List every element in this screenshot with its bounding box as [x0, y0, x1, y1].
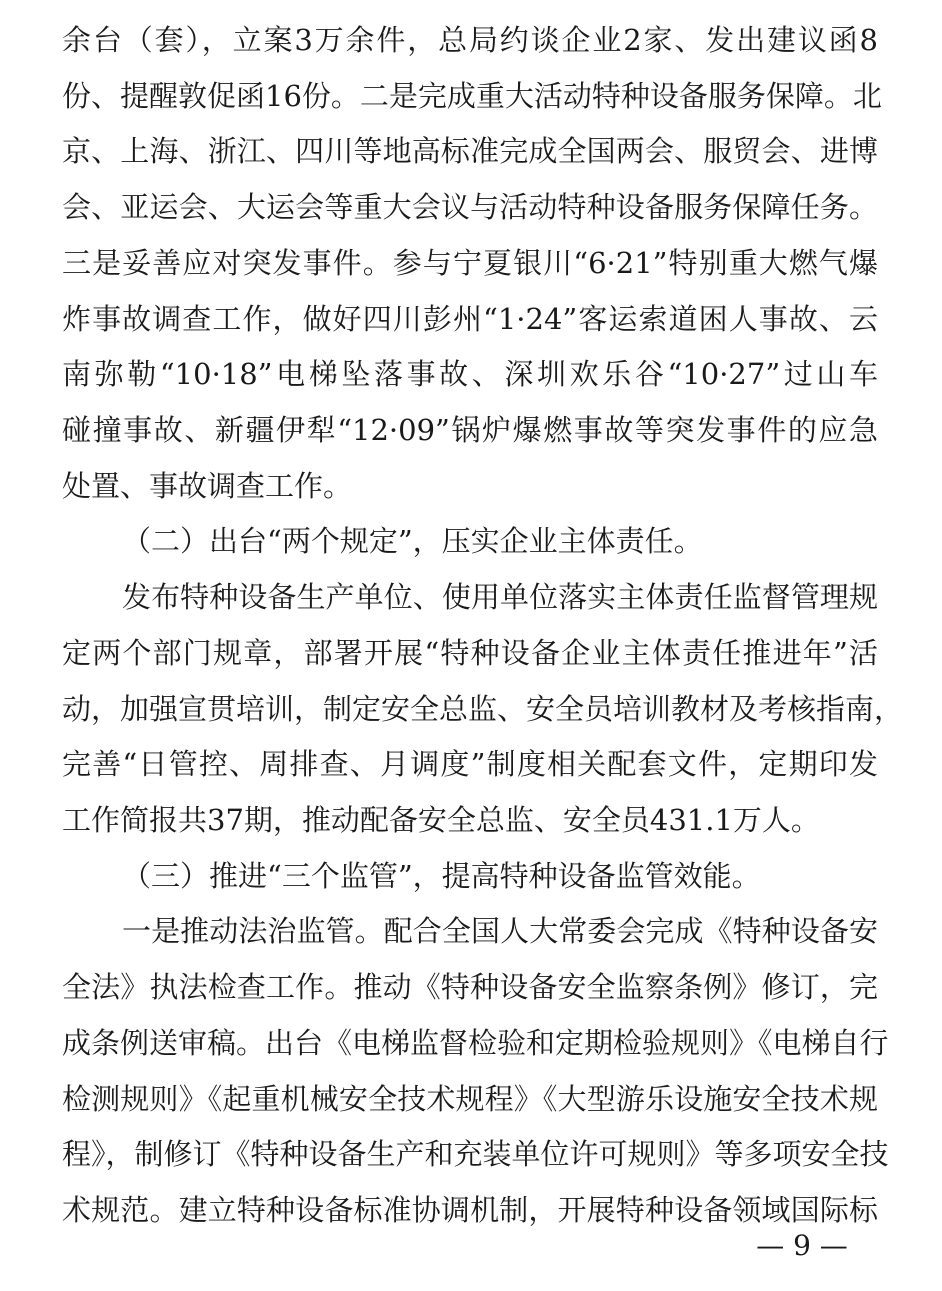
page-number: — 9 —	[756, 1229, 848, 1262]
section-heading-2: （二）出台“两个规定”，压实企业主体责任。	[122, 524, 703, 558]
paragraph-line-19: 成条例送审稿。出台《电梯监督检验和定期检验规则》《电梯自行	[62, 1026, 889, 1060]
paragraph-line-8: 碰撞事故、新疆伊犁“12·09”锅炉爆燃事故等突发事件的应急	[62, 413, 878, 447]
paragraph-line-3: 京、上海、浙江、四川等地高标准完成全国两会、服贸会、进博	[62, 134, 878, 168]
paragraph-line-22: 术规范。建立特种设备标准协调机制，开展特种设备领域国际标	[62, 1193, 878, 1227]
paragraph-line-1: 余台（套），立案3万余件，总局约谈企业2家、发出建议函8	[62, 23, 878, 57]
paragraph-line-20: 检测规则》《起重机械安全技术规程》《大型游乐设施安全技术规	[62, 1082, 878, 1116]
paragraph-line-21: 程》，制修订《特种设备生产和充装单位许可规则》等多项安全技	[62, 1137, 889, 1171]
section-heading-3: （三）推进“三个监管”，提高特种设备监管效能。	[122, 859, 761, 893]
paragraph-line-9: 处置、事故调查工作。	[62, 469, 353, 503]
paragraph-line-7: 南弥勒“10·18”电梯坠落事故、深圳欢乐谷“10·27”过山车	[62, 357, 878, 391]
paragraph-line-4: 会、亚运会、大运会等重大会议与活动特种设备服务保障任务。	[62, 190, 878, 224]
paragraph-line-13: 动，加强宣贯培训，制定安全总监、安全员培训教材及考核指南，	[62, 692, 904, 726]
paragraph-line-18: 全法》执法检查工作。推动《特种设备安全监察条例》修订，完	[62, 970, 878, 1004]
paragraph-line-15: 工作简报共37期，推动配备安全总监、安全员431.1万人。	[62, 803, 820, 837]
paragraph-line-6: 炸事故调查工作，做好四川彭州“1·24”客运索道困人事故、云	[62, 302, 878, 336]
paragraph-line-17: 一是推动法治监管。配合全国人大常委会完成《特种设备安	[122, 914, 878, 948]
paragraph-line-14: 完善“日管控、周排查、月调度”制度相关配套文件，定期印发	[62, 747, 878, 781]
paragraph-line-11: 发布特种设备生产单位、使用单位落实主体责任监督管理规	[122, 580, 878, 614]
paragraph-line-2: 份、提醒敦促函16份。二是完成重大活动特种设备服务保障。北	[62, 79, 882, 113]
paragraph-line-5: 三是妥善应对突发事件。参与宁夏银川“6·21”特别重大燃气爆	[62, 246, 878, 280]
paragraph-line-12: 定两个部门规章，部署开展“特种设备企业主体责任推进年”活	[62, 636, 878, 670]
